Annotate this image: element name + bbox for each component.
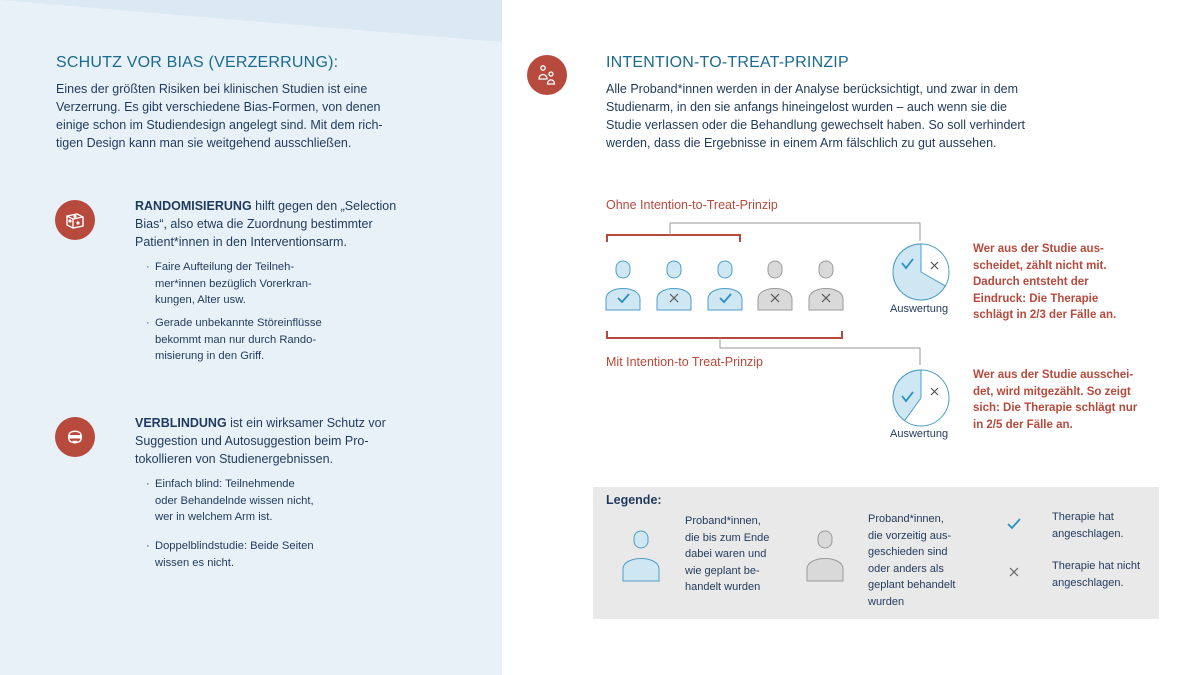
- person-grey-icon: [805, 529, 845, 583]
- bullet-line: wissen es nicht.: [155, 556, 234, 569]
- person-blue-success: [708, 261, 742, 310]
- bias-title: SCHUTZ VOR BIAS (VERZERRUNG):: [56, 54, 339, 71]
- randomisierung-line: Patient*innen in den Interventionsarm.: [135, 235, 347, 249]
- itt-title: INTENTION-TO-TREAT-PRINZIP: [606, 54, 849, 71]
- person-blue-icon: [621, 529, 661, 583]
- bullet-line: wer in welchem Arm ist.: [155, 511, 273, 523]
- bullet-line: mer*innen bezüglich Vorerkran-: [155, 277, 312, 290]
- check-icon: [1006, 517, 1022, 531]
- bullet-line: Einfach blind: Teilnehmende: [155, 478, 295, 490]
- legend-line: dabei waren und: [685, 548, 767, 560]
- bullet-line: oder Behandelnde wissen nicht,: [155, 494, 314, 507]
- note-line: Dadurch entsteht der: [973, 276, 1089, 288]
- bullet-item: · Einfach blind: Teilnehmende oder Behandelnde wissen nicht, wer in welchem Arm ist.: [155, 476, 314, 526]
- bias-intro-line: Eines der größten Risiken bei klinischen Studien ist eine: [56, 82, 368, 96]
- legend-line: Therapie hat: [1052, 511, 1114, 523]
- bullet-line: misierung in den Griff.: [155, 350, 265, 362]
- blindfold-icon: [55, 417, 95, 457]
- legend-line: handelt wurden: [685, 581, 761, 593]
- itt-diagram: [590, 215, 970, 435]
- verblindung-text: [135, 414, 386, 468]
- randomisierung-line: hilft gegen den „Selection: [251, 199, 397, 213]
- pie-without-itt: [893, 244, 949, 300]
- randomisierung-text: [135, 197, 396, 251]
- legend-line: Therapie hat nicht: [1052, 560, 1141, 572]
- connector-without-itt: [670, 223, 920, 241]
- bullet-line: bekommt man nur durch Rando-: [155, 333, 317, 346]
- auswertung-label: Auswertung: [890, 303, 949, 315]
- legend-line: wurden: [868, 595, 905, 608]
- bullet-line: Gerade unbekannte Störeinflüsse: [155, 317, 322, 329]
- legend-line: Proband*innen,: [868, 513, 944, 525]
- bracket-with-itt: [607, 331, 842, 338]
- note-without-itt: [973, 241, 1116, 324]
- bullet-line: Doppelblindstudie: Beide Seiten: [155, 540, 314, 552]
- decorative-stripe: [0, 0, 502, 42]
- note-line: in 2/5 der Fälle an.: [973, 418, 1073, 431]
- bullet-line: kungen, Alter usw.: [155, 294, 246, 306]
- legend-no-text: [1052, 558, 1140, 591]
- label-without-itt: Ohne Intention-to-Treat-Prinzip: [606, 198, 778, 212]
- note-line: Eindruck: Die Therapie: [973, 292, 1099, 305]
- legend-line: angeschlagen.: [1052, 527, 1124, 540]
- bullet-item: · Faire Aufteilung der Teilneh- mer*innen bezüglich Vorerkran- kungen, Alter usw.: [155, 259, 312, 309]
- label-with-itt: Mit Intention-to Treat-Prinzip: [606, 355, 764, 369]
- legend-grey-text: [868, 511, 955, 610]
- connector-with-itt: [720, 338, 920, 365]
- legend-line: wie geplant be-: [685, 564, 760, 577]
- pie-with-itt: [893, 370, 949, 426]
- note-line: det, wird mitgezählt. So zeigt: [973, 385, 1131, 398]
- legend-line: oder anders als: [868, 562, 944, 575]
- person-grey-fail: [758, 261, 792, 310]
- legend-box: [593, 487, 1159, 619]
- bullet-item: · Doppelblindstudie: Beide Seiten wissen es nicht.: [155, 538, 314, 571]
- itt-intro-line: Studienarm, in den sie anfangs hineingelost wurden – auch wenn sie die: [606, 100, 1007, 114]
- randomisierung-heading: RANDOMISIERUNG: [135, 199, 252, 213]
- itt-intro-line: Alle Proband*innen werden in der Analyse berücksichtigt, und zwar in dem: [606, 82, 1019, 96]
- bias-intro: [56, 80, 383, 152]
- legend-title: Legende:: [606, 493, 662, 507]
- dice-icon: [55, 200, 95, 240]
- bias-intro-line: Verzerrung. Es gibt verschiedene Bias-Formen, von denen: [56, 100, 381, 114]
- bracket-without-itt: [607, 235, 740, 242]
- verblindung-heading: VERBLINDUNG: [135, 416, 227, 430]
- note-line: sich: Die Therapie schlägt nur: [973, 402, 1138, 414]
- itt-intro: [606, 80, 1025, 152]
- legend-line: geschieden sind: [868, 546, 948, 558]
- legend-line: die bis zum Ende: [685, 531, 770, 544]
- bullet-item: · Gerade unbekannte Störeinflüsse bekommt man nur durch Rando- misierung in den Griff.: [155, 315, 322, 365]
- note-line: Wer aus der Studie ausschei-: [973, 369, 1134, 381]
- randomisierung-line: Bias“, also etwa die Zuordnung bestimmter: [135, 217, 373, 231]
- bias-intro-line: tigen Design kann man sie weitgehend ausschließen.: [56, 136, 352, 150]
- note-with-itt: [973, 367, 1137, 433]
- legend-line: Proband*innen,: [685, 515, 761, 527]
- bullet-line: Faire Aufteilung der Teilneh-: [155, 261, 295, 273]
- auswertung-label: Auswertung: [890, 428, 949, 440]
- itt-intro-line: Studie verlassen oder die Behandlung gewechselt haben. So soll verhindert: [606, 118, 1026, 132]
- left-panel: [0, 0, 502, 675]
- cross-icon: [1008, 566, 1020, 578]
- itt-intro-line: werden, dass die Ergebnisse in einem Arm fälschlich zu gut aussehen.: [606, 136, 997, 150]
- legend-line: angeschlagen.: [1052, 576, 1124, 589]
- note-line: scheidet, zählt nicht mit.: [973, 259, 1107, 272]
- people-icon: [527, 55, 567, 95]
- note-line: Wer aus der Studie aus-: [973, 243, 1104, 255]
- legend-line: die vorzeitig aus-: [868, 529, 952, 542]
- verblindung-line: ist ein wirksamer Schutz vor: [226, 416, 386, 430]
- person-blue-success: [606, 261, 640, 310]
- person-blue-fail: [657, 261, 691, 310]
- bias-intro-line: einige schon im Studiendesign angelegt sind. Mit dem rich-: [56, 118, 383, 132]
- legend-blue-text: [685, 513, 769, 596]
- note-line: schlägt in 2/3 der Fälle an.: [973, 309, 1117, 321]
- legend-line: geplant behandelt: [868, 579, 956, 591]
- verblindung-line: tokollieren von Studienergebnissen.: [135, 452, 334, 466]
- verblindung-line: Suggestion und Autosuggestion beim Pro-: [135, 434, 369, 448]
- legend-yes-text: [1052, 509, 1124, 542]
- person-grey-fail: [809, 261, 843, 310]
